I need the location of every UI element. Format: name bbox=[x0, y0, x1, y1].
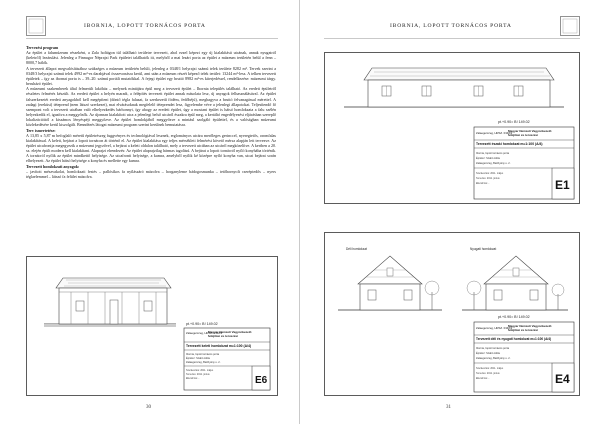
sheet-line-4: Zalaegerszeg, Batthyány u. 2. bbox=[476, 357, 511, 360]
header-ornament-icon bbox=[560, 16, 580, 36]
sheet-line-2: Ibornia, lopott tornácos porta bbox=[476, 152, 510, 155]
sheet-client: Zalaegerszeg, HRSZ. 0348/3 bbox=[186, 331, 223, 335]
sheet-project-1: Magyar Nemzeti Vagyonkezelő bbox=[208, 330, 252, 334]
paragraph: A 13,85 x 5,87 m befoglaló méretű épületrészeg fuggvényes és technológiával lesznek, erglományos utcára merőleges gerinccel, nyeregtetős, oromfalas kialakítással. A keleti, bejárat a lopott tornácon át történő el. Az épület kialakítása egy teljes mérsékleti felmérést követő mérsa alapján lett tervezve. Az épület utcafrontja megegyezik a múzeumi jegyzővel, a bejárat a keleti oldalon található, mely a tervezett utcában az utcáról megközelítve. A kertben a 20. sz. elején épült modern kell kialakítani. Alaprajzi elrendezés: Az épület alaprajzilag hármas tagolású. A bejárat a lopott tornácról nyíló konyhába történik. A tornácról nyílik az épület mindkettő helyisége. Az utcafronti helyisége, a kamra, amelyből nyilik ké középre nyíló konyha van, utcai bejárat során elhelyezett. Az épület hátsó helyisége a konyha és mellette egy kamra. bbox=[26, 132, 276, 164]
sheet-fine-1: Szerkesztés: 2011. május bbox=[476, 172, 504, 175]
running-title: IBORNIA, LOPOTT TORNÁCOS PORTA bbox=[84, 23, 206, 29]
running-title: IBORNIA, LOPOTT TORNÁCOS PORTA bbox=[390, 23, 512, 29]
sheet-line-3: Építész: Szabó Attila bbox=[476, 352, 500, 355]
paragraph: A tervezett állapot megvalósításához szükséges a múzeum területén belüli, jelenleg a 0348/1 helyrajzi számú telek területe 8282 m². Tervek szerint a 0348/3 helyrajzi számú telek 4992 m²-es darabjával összevonásra kerül, ami után a múzeum részét képező telek terület: 13244 m²-lesz. A telken tervezett épületek – így az ibornai porta is – 39–20. számú portáli mutatókkal. A fejegi épület egy bruttó 8982 m²-es kiterjedéssel, rendelkezése: múzeumi tárgy. beruházó épület. bbox=[26, 65, 276, 87]
sheet-title: Tervezett keleti homlokzat m=1:100 (A/4) bbox=[186, 344, 252, 348]
sheet-line-3: Építész: Szabó Attila bbox=[476, 157, 500, 160]
sheet-label: E4 bbox=[555, 372, 570, 386]
north-elevation-drawing bbox=[364, 68, 554, 107]
sheet-line-4: Zalaegerszeg, Batthyány u. 2. bbox=[476, 162, 511, 165]
sheet-fine-2: Tervezés: 2011. június bbox=[186, 373, 210, 376]
drawing-sheet-e1 bbox=[324, 52, 580, 204]
body-text bbox=[26, 45, 276, 179]
section-heading: Tervezett homlokzati anyagok: bbox=[26, 163, 80, 169]
title-block bbox=[474, 315, 574, 392]
sheet-fine-2: Tervezés: 2011. június bbox=[476, 372, 500, 375]
sheet-line-4: Zalaegerszeg, Batthyány u. 2. bbox=[186, 361, 221, 364]
sheet-title: Tervezett déli és nyugati homlokzat m=1:100 (A/4) bbox=[476, 337, 552, 341]
sheet-fine-3: Ellenőrzés: - bbox=[186, 377, 200, 380]
section-heading: Terv ismertetése: bbox=[26, 127, 56, 133]
sheet-project-2: felújítási és tervezési bbox=[208, 334, 239, 338]
title-block bbox=[474, 120, 574, 199]
sheet-project-2: felújítási és tervezési bbox=[508, 133, 539, 137]
page-header bbox=[26, 14, 278, 39]
sheet-project-2: felújítási és tervezési bbox=[508, 328, 539, 332]
sheet-fine-3: Ellenőrzés: - bbox=[476, 182, 490, 185]
page-header bbox=[324, 14, 580, 39]
drawing-sheet-e6 bbox=[26, 256, 278, 396]
sheet-label: E6 bbox=[255, 375, 268, 386]
east-elevation-drawing bbox=[56, 278, 171, 324]
right-page bbox=[300, 0, 600, 424]
sheet-fine-1: Szerkesztés: 2011. május bbox=[476, 367, 504, 370]
sheet-scale: pt.+0.90= B! 149.02 bbox=[498, 315, 530, 319]
paragraph: Az épület a falumúzeum részeként, a Zala holtágon túl található területre tervezett, ahol ezzel képezi egy új kialakítású utcának, annak nyugatról (keletről) lezárulást. Jelenleg a Finnugor Néprajzi Park épületei találhatók itt, melyből a mai lezárt porta az épület a múzeum területén belül a fenn – 8000,7 hálók. bbox=[26, 50, 276, 66]
drawing-sheet-e4 bbox=[324, 232, 580, 396]
sheet-scale: pt.+0.90= B! 149.02 bbox=[498, 120, 530, 124]
sheet-title: Tervezett északi homlokzat m=1:100 (A/4) bbox=[476, 142, 543, 146]
sheet-client: Zalaegerszeg, HRSZ. 0348/3 bbox=[476, 131, 513, 135]
view-label-west: Nyugati homlokzat bbox=[470, 247, 497, 251]
section-heading: Tervezési program bbox=[26, 45, 59, 50]
sheet-line-3: Építész: Szabó Attila bbox=[186, 357, 210, 360]
page-number: 30 bbox=[146, 405, 151, 410]
title-block bbox=[184, 322, 270, 390]
header-ornament-icon bbox=[26, 16, 46, 36]
sheet-fine-1: Szerkesztés: 2011. május bbox=[186, 369, 214, 372]
sheet-client: Zalaegerszeg, HRSZ. 0348/3 bbox=[476, 326, 513, 330]
sheet-project-1: Magyar Nemzeti Vagyonkezelő bbox=[508, 129, 552, 133]
sheet-scale: pt.+0.90= B! 149.02 bbox=[186, 322, 218, 326]
sheet-line-2: Ibornia, lopott tornácos porta bbox=[476, 347, 510, 350]
ground-hatch bbox=[44, 324, 176, 327]
sheet-label: E1 bbox=[555, 178, 570, 192]
sheet-fine-3: Ellenőrzés: - bbox=[476, 377, 490, 380]
page-number: 31 bbox=[446, 405, 451, 410]
view-label-south: Déli homlokzat bbox=[346, 247, 367, 251]
paragraph: A múzeumi szakemberek által felmerült lakóház – melynek mintájára épül meg a tervezett épület – Ibornia település található. Az eredeti épületről részletes felmérés készült. Az eredeti épület a helyén maradt, a felépítés tervezett épület annak másolata lesz, új anyagok felhasználásával. Az épület falszerkezetét eredeti anyagokból kell megépíteni (döntő tégla falazat, fa szerkezetű födém, fedőhéjú), megbagyva a bruttó felvanagással mérettel. A zadagi (ereküsi) téteprend (nem látszó szerkezet), mai elvárásoknak megfelelő téteprendet lesz, figyelembe véve a jelenlegi állapotokat. Teljesítendő fő szempont volt a tervezett utcában való elhelyezkedés bárhonnyi, így ahogy az eredeti épület, úgy a mostani épület is hátsó homlokzata a falu szélén helyezkedik el, igazítva a meggyőzők. Az újonnan kialakított utca a jelenlegi belső utcáról északra épül meg, a kertáltó engedélyezési eljárásban szereplő lokalizációitól a kiszámos lényéspéji meggyőzve. Az épület homlokjából meggyőzve a mintául szolgáló épülettel, és a valóságban múzeumi közlekedésére kerül kiszolgált. Benndézés látogat múzeumi program szerint kerülnek bemutatásra. bbox=[26, 86, 276, 128]
sheet-fine-2: Tervezés: 2011. június bbox=[476, 177, 500, 180]
paragraph: – javított mészvakolat, homlokzati festés – pallósíkos fa nyílászáró mázolva – horganyleme bádogosmunka – tetőhornyolt cseréptedős – nyers téglaelemmel – látszó fa felület mázolva. bbox=[26, 168, 276, 179]
sheet-line-2: Ibornia, lopott tornácos porta bbox=[186, 353, 220, 356]
sheet-project-1: Magyar Nemzeti Vagyonkezelő bbox=[508, 324, 552, 328]
